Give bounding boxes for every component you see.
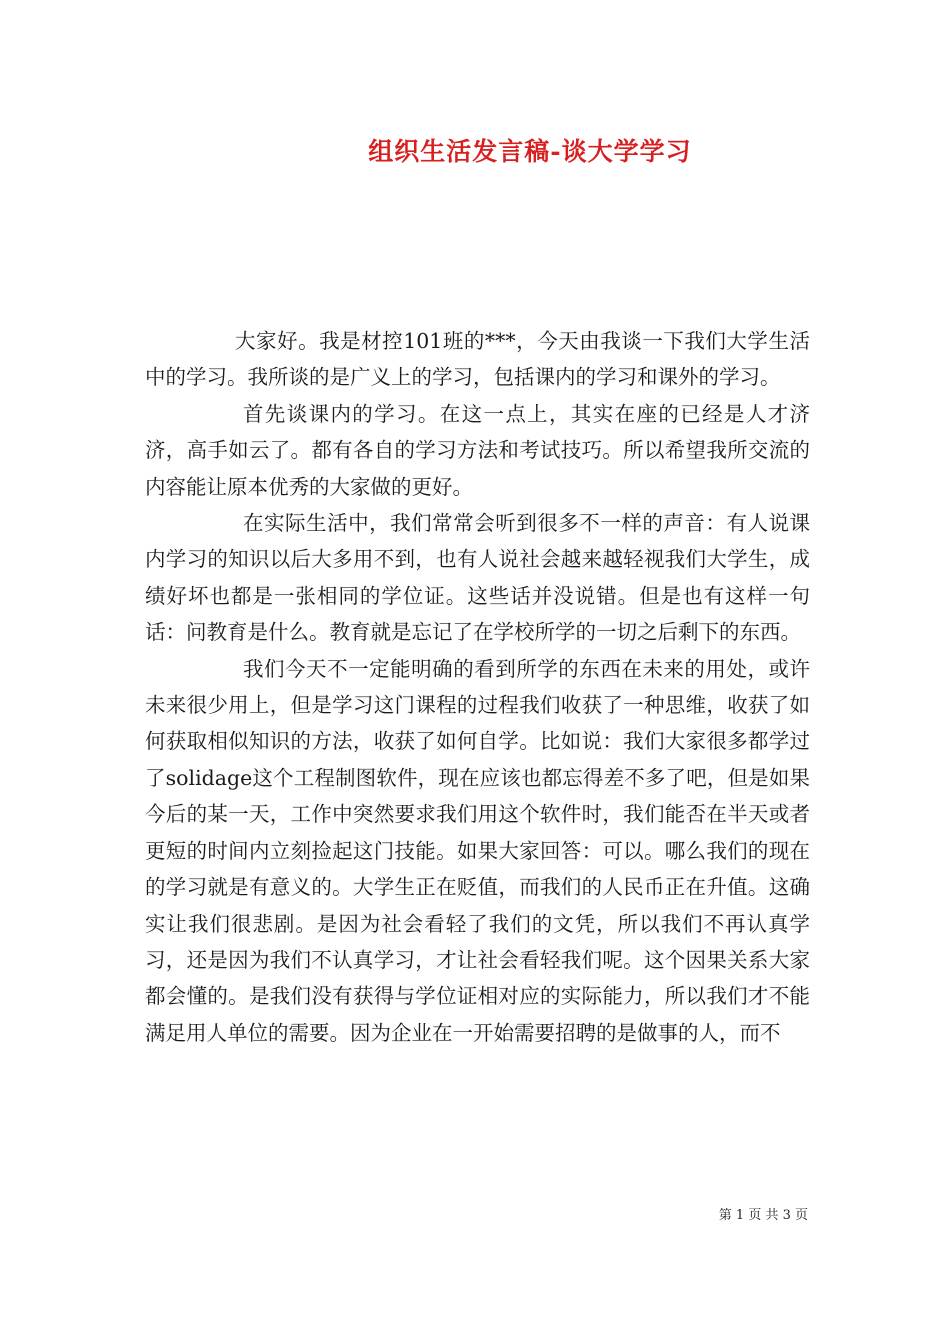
page-number: 第 1 页 共 3 页 — [718, 1208, 808, 1223]
document-title: 组织生活发言稿-谈大学学习 — [368, 137, 692, 166]
paragraph-1: 大家好。我是材控101班的***，今天由我谈一下我们大学生活中的学习。我所谈的是广义上的学习，包括课内的学习和课外的学习。 — [145, 329, 810, 390]
paragraph-2: 首先谈课内的学习。在这一点上，其实在座的已经是人才济济，高手如云了。都有各自的学习方法和考试技巧。所以希望我所交流的内容能让原本优秀的大家做的更好。 — [145, 401, 810, 499]
paragraph-3: 在实际生活中，我们常常会听到很多不一样的声音：有人说课内学习的知识以后大多用不到，也有人说社会越来越轻视我们大学生，成绩好坏也都是一张相同的学位证。这些话并没说错。但是也有这样一句话：问教育是什么。教育就是忘记了在学校所学的一切之后剩下的东西。 — [145, 511, 810, 645]
paragraph-4: 我们今天不一定能明确的看到所学的东西在未来的用处，或许未来很少用上，但是学习这门课程的过程我们收获了一种思维，收获了如何获取相似知识的方法，收获了如何自学。比如说：我们大家很多都学过了solidage这个工程制图软件，现在应该也都忘得差不多了吧，但是如果今后的某一天，工作中突然要求我们用这个软件时，我们能否在半天或者更短的时间内立刻捡起这门技能。如果大家回答：可以。哪么我们的现在的学习就是有意义的。大学生正在贬值，而我们的人民币正在升值。这确实让我们很悲剧。是因为社会看轻了我们的文凭，所以我们不再认真学习，还是因为我们不认真学习，才让社会看轻我们呢。这个因果关系大家都会懂的。是我们没有获得与学位证相对应的实际能力，所以我们才不能满足用人单位的需要。因为企业在一开始需要招聘的是做事的人，而不 — [145, 656, 810, 1045]
document-body — [145, 323, 810, 1051]
